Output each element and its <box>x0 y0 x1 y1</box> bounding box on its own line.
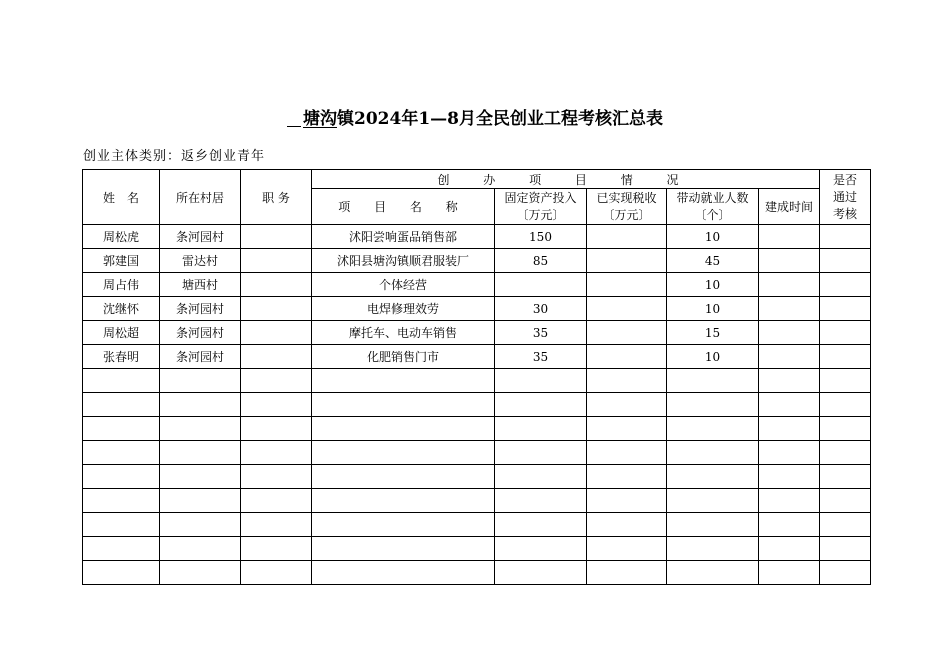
empty-table-row <box>83 393 871 417</box>
table-row <box>83 225 871 249</box>
cell-passed <box>820 345 871 369</box>
cell-name: 郭建国 <box>83 249 160 273</box>
empty-cell <box>160 465 241 489</box>
cell-position <box>241 225 312 249</box>
empty-table-row <box>83 441 871 465</box>
empty-cell <box>160 561 241 585</box>
cell-assets: 85 <box>495 249 587 273</box>
cell-assets <box>495 273 587 297</box>
cell-tax <box>587 273 667 297</box>
empty-cell <box>759 489 820 513</box>
cell-passed <box>820 249 871 273</box>
header-project-group: 创 办 项 目 情 况 <box>312 170 820 189</box>
cell-tax <box>587 249 667 273</box>
empty-table-row <box>83 489 871 513</box>
empty-cell <box>241 417 312 441</box>
empty-cell <box>587 465 667 489</box>
table-row <box>83 297 871 321</box>
cell-jobs: 10 <box>667 225 759 249</box>
empty-cell <box>587 513 667 537</box>
empty-cell <box>587 537 667 561</box>
cell-name: 张春明 <box>83 345 160 369</box>
empty-table-row <box>83 537 871 561</box>
header-built-time: 建成时间 <box>759 189 820 225</box>
empty-cell <box>587 417 667 441</box>
empty-cell <box>83 489 160 513</box>
empty-cell <box>820 465 871 489</box>
cell-tax <box>587 297 667 321</box>
empty-cell <box>83 441 160 465</box>
empty-cell <box>495 513 587 537</box>
empty-cell <box>495 417 587 441</box>
empty-cell <box>495 369 587 393</box>
empty-cell <box>241 441 312 465</box>
title-rest: 镇2024年1—8月全民创业工程考核汇总表 <box>337 109 663 129</box>
empty-table-row <box>83 369 871 393</box>
empty-cell <box>241 393 312 417</box>
empty-cell <box>495 489 587 513</box>
empty-cell <box>495 465 587 489</box>
cell-jobs: 15 <box>667 321 759 345</box>
empty-cell <box>160 537 241 561</box>
empty-cell <box>83 513 160 537</box>
category-label: 创业主体类别：返乡创业青年 <box>83 149 266 164</box>
cell-position <box>241 297 312 321</box>
summary-table <box>82 169 871 585</box>
cell-passed <box>820 297 871 321</box>
empty-cell <box>667 537 759 561</box>
empty-cell <box>759 561 820 585</box>
empty-cell <box>667 393 759 417</box>
table-row <box>83 273 871 297</box>
cell-name: 沈继怀 <box>83 297 160 321</box>
empty-cell <box>83 561 160 585</box>
empty-cell <box>820 513 871 537</box>
empty-cell <box>241 561 312 585</box>
cell-position <box>241 345 312 369</box>
cell-village: 条河园村 <box>160 297 241 321</box>
empty-cell <box>495 561 587 585</box>
empty-cell <box>241 369 312 393</box>
empty-cell <box>83 465 160 489</box>
cell-village: 条河园村 <box>160 225 241 249</box>
title-blank-underline <box>287 125 301 127</box>
header-project-name: 项 目 名 称 <box>312 189 495 225</box>
empty-cell <box>667 369 759 393</box>
table-body <box>83 225 871 585</box>
empty-cell <box>667 561 759 585</box>
empty-cell <box>83 393 160 417</box>
cell-built <box>759 225 820 249</box>
empty-cell <box>667 441 759 465</box>
empty-cell <box>759 513 820 537</box>
empty-cell <box>820 369 871 393</box>
empty-cell <box>667 489 759 513</box>
cell-name: 周松超 <box>83 321 160 345</box>
header-village: 所在村居 <box>160 170 241 225</box>
cell-tax <box>587 321 667 345</box>
empty-cell <box>160 441 241 465</box>
empty-cell <box>820 393 871 417</box>
cell-village: 条河园村 <box>160 345 241 369</box>
empty-cell <box>587 369 667 393</box>
cell-position <box>241 249 312 273</box>
empty-cell <box>759 537 820 561</box>
cell-village: 条河园村 <box>160 321 241 345</box>
empty-cell <box>241 513 312 537</box>
empty-cell <box>160 369 241 393</box>
empty-cell <box>312 513 495 537</box>
cell-built <box>759 273 820 297</box>
header-passed: 是否 通过 考核 <box>820 170 871 225</box>
cell-tax <box>587 345 667 369</box>
empty-cell <box>759 465 820 489</box>
cell-village: 雷达村 <box>160 249 241 273</box>
cell-assets: 30 <box>495 297 587 321</box>
empty-cell <box>759 369 820 393</box>
cell-name: 周松虎 <box>83 225 160 249</box>
empty-cell <box>495 393 587 417</box>
empty-cell <box>312 537 495 561</box>
empty-cell <box>312 489 495 513</box>
empty-cell <box>667 465 759 489</box>
empty-cell <box>820 561 871 585</box>
cell-built <box>759 345 820 369</box>
header-name: 姓 名 <box>83 170 160 225</box>
cell-name: 周占伟 <box>83 273 160 297</box>
empty-cell <box>820 417 871 441</box>
empty-cell <box>587 441 667 465</box>
empty-cell <box>241 489 312 513</box>
empty-cell <box>83 537 160 561</box>
empty-table-row <box>83 513 871 537</box>
cell-passed <box>820 273 871 297</box>
cell-built <box>759 321 820 345</box>
cell-project: 沭阳尝响蛋品销售部 <box>312 225 495 249</box>
empty-cell <box>820 441 871 465</box>
empty-cell <box>160 393 241 417</box>
page-title <box>0 104 950 129</box>
cell-position <box>241 273 312 297</box>
cell-position <box>241 321 312 345</box>
table-row <box>83 345 871 369</box>
table-row <box>83 321 871 345</box>
empty-cell <box>495 537 587 561</box>
empty-cell <box>667 513 759 537</box>
header-employment: 带动就业人数 〔个〕 <box>667 189 759 225</box>
cell-project: 摩托车、电动车销售 <box>312 321 495 345</box>
cell-project: 化肥销售门市 <box>312 345 495 369</box>
cell-project: 沭阳县塘沟镇顺君服装厂 <box>312 249 495 273</box>
empty-cell <box>160 417 241 441</box>
header-fixed-assets: 固定资产投入 〔万元〕 <box>495 189 587 225</box>
cell-passed <box>820 225 871 249</box>
empty-table-row <box>83 561 871 585</box>
cell-jobs: 10 <box>667 345 759 369</box>
empty-table-row <box>83 465 871 489</box>
empty-cell <box>83 417 160 441</box>
cell-assets: 150 <box>495 225 587 249</box>
cell-project: 个体经营 <box>312 273 495 297</box>
empty-cell <box>312 465 495 489</box>
cell-tax <box>587 225 667 249</box>
header-tax: 已实现税收 〔万元〕 <box>587 189 667 225</box>
table-row <box>83 249 871 273</box>
empty-cell <box>312 441 495 465</box>
cell-assets: 35 <box>495 321 587 345</box>
empty-cell <box>587 393 667 417</box>
cell-village: 塘西村 <box>160 273 241 297</box>
empty-cell <box>587 489 667 513</box>
empty-cell <box>312 369 495 393</box>
empty-cell <box>759 417 820 441</box>
empty-cell <box>820 537 871 561</box>
header-position: 职 务 <box>241 170 312 225</box>
empty-cell <box>759 441 820 465</box>
cell-jobs: 10 <box>667 273 759 297</box>
title-town: 塘沟 <box>303 109 337 129</box>
cell-jobs: 10 <box>667 297 759 321</box>
cell-built <box>759 297 820 321</box>
empty-cell <box>820 489 871 513</box>
empty-cell <box>83 369 160 393</box>
empty-cell <box>495 441 587 465</box>
cell-assets: 35 <box>495 345 587 369</box>
empty-cell <box>312 417 495 441</box>
cell-passed <box>820 321 871 345</box>
cell-jobs: 45 <box>667 249 759 273</box>
empty-cell <box>241 465 312 489</box>
empty-cell <box>312 561 495 585</box>
cell-built <box>759 249 820 273</box>
empty-cell <box>667 417 759 441</box>
empty-cell <box>759 393 820 417</box>
empty-table-row <box>83 417 871 441</box>
empty-cell <box>312 393 495 417</box>
empty-cell <box>587 561 667 585</box>
cell-project: 电焊修理效劳 <box>312 297 495 321</box>
empty-cell <box>160 489 241 513</box>
empty-cell <box>241 537 312 561</box>
empty-cell <box>160 513 241 537</box>
